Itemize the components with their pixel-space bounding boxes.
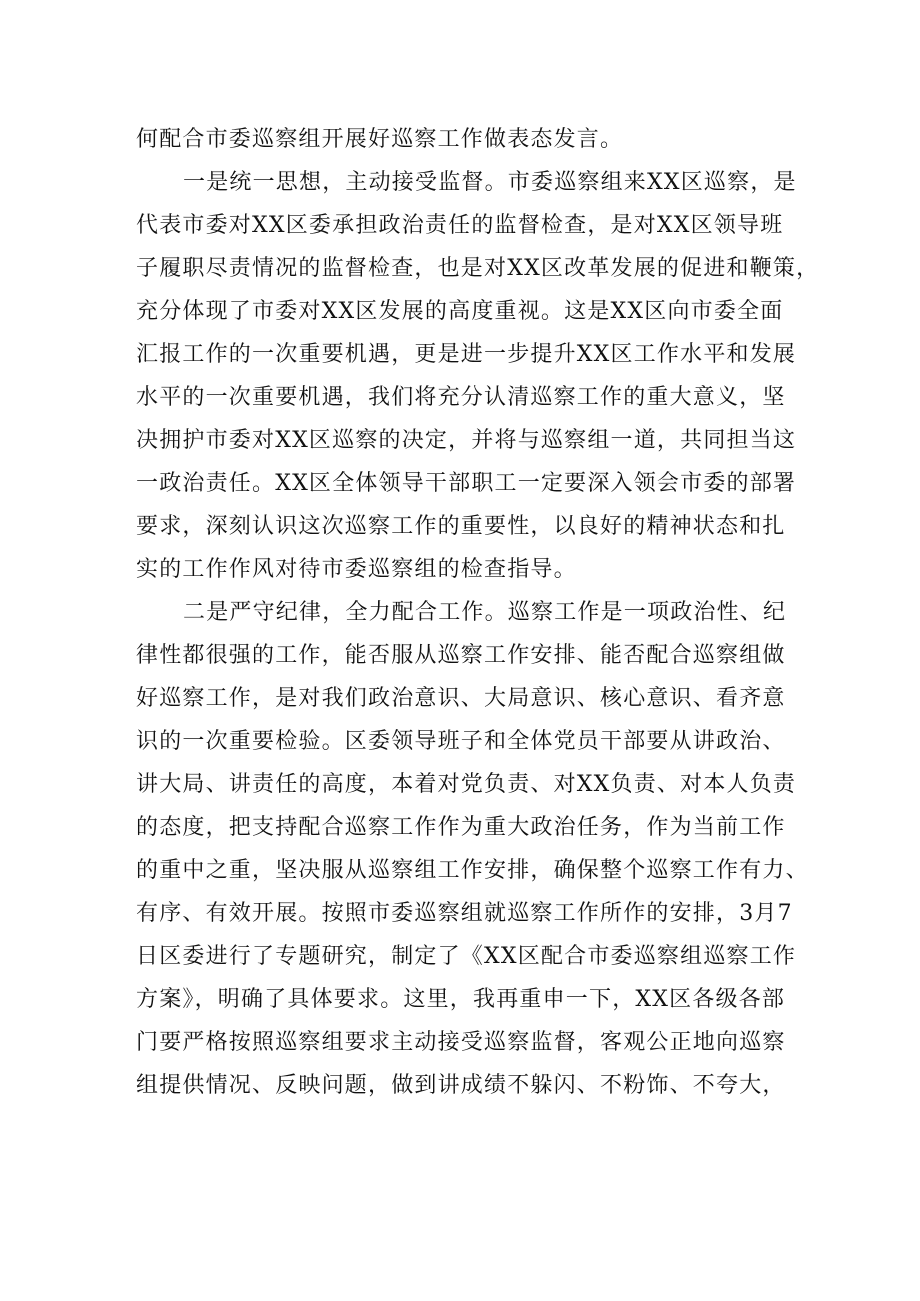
- text-line: 律性都很强的工作，能否服从巡察工作安排、能否配合巡察组做: [136, 643, 786, 668]
- text-line: 充分体现了市委对XX区发展的高度重视。这是XX区向市委全面: [136, 299, 784, 324]
- text-line: 汇报工作的一次重要机遇，更是进一步提升XX区工作水平和发展: [136, 342, 797, 367]
- text-line: 好巡察工作，是对我们政治意识、大局意识、核心意识、看齐意: [136, 686, 786, 711]
- text-line: 实的工作作风对待市委巡察组的检查指导。: [136, 557, 577, 582]
- text-line: 组提供情况、反映问题，做到讲成绩不躲闪、不粉饰、不夸大，: [136, 1073, 786, 1098]
- text-line: 何配合市委巡察组开展好巡察工作做表态发言。: [136, 127, 624, 152]
- text-line: 一政治责任。XX区全体领导干部职工一定要深入领会市委的部署: [136, 471, 797, 496]
- text-line: 的重中之重，坚决服从巡察组工作安排，确保整个巡察工作有力、: [136, 858, 809, 883]
- paragraph-first-line: 二是严守纪律，全力配合工作。巡察工作是一项政治性、纪: [183, 600, 787, 625]
- text-line: 的态度，把支持配合巡察工作作为重大政治任务，作为当前工作: [136, 815, 786, 840]
- text-line: 子履职尽责情况的监督检查，也是对XX区改革发展的促进和鞭策，: [136, 256, 820, 281]
- text-line: 决拥护市委对XX区巡察的决定，并将与巡察组一道，共同担当这: [136, 428, 797, 453]
- text-line: 识的一次重要检验。区委领导班子和全体党员干部要从讲政治、: [136, 729, 786, 754]
- text-line: 门要严格按照巡察组要求主动接受巡察监督，客观公正地向巡察: [136, 1030, 786, 1055]
- text-line: 日区委进行了专题研究，制定了《XX区配合市委巡察组巡察工作: [136, 944, 797, 969]
- text-line: 代表市委对XX区委承担政治责任的监督检查，是对XX区领导班: [136, 213, 784, 238]
- text-line: 有序、有效开展。按照市委巡察组就巡察工作所作的安排，3月7: [136, 901, 793, 926]
- text-line: 讲大局、讲责任的高度，本着对党负责、对XX负责、对本人负责: [136, 772, 797, 797]
- text-line: 方案》，明确了具体要求。这里，我再重申一下，XX区各级各部: [136, 987, 786, 1012]
- text-line: 水平的一次重要机遇，我们将充分认清巡察工作的重大意义，坚: [136, 385, 786, 410]
- paragraph-first-line: 一是统一思想，主动接受监督。市委巡察组来XX区巡察，是: [183, 170, 797, 195]
- text-line: 要求，深刻认识这次巡察工作的重要性，以良好的精神状态和扎: [136, 514, 786, 539]
